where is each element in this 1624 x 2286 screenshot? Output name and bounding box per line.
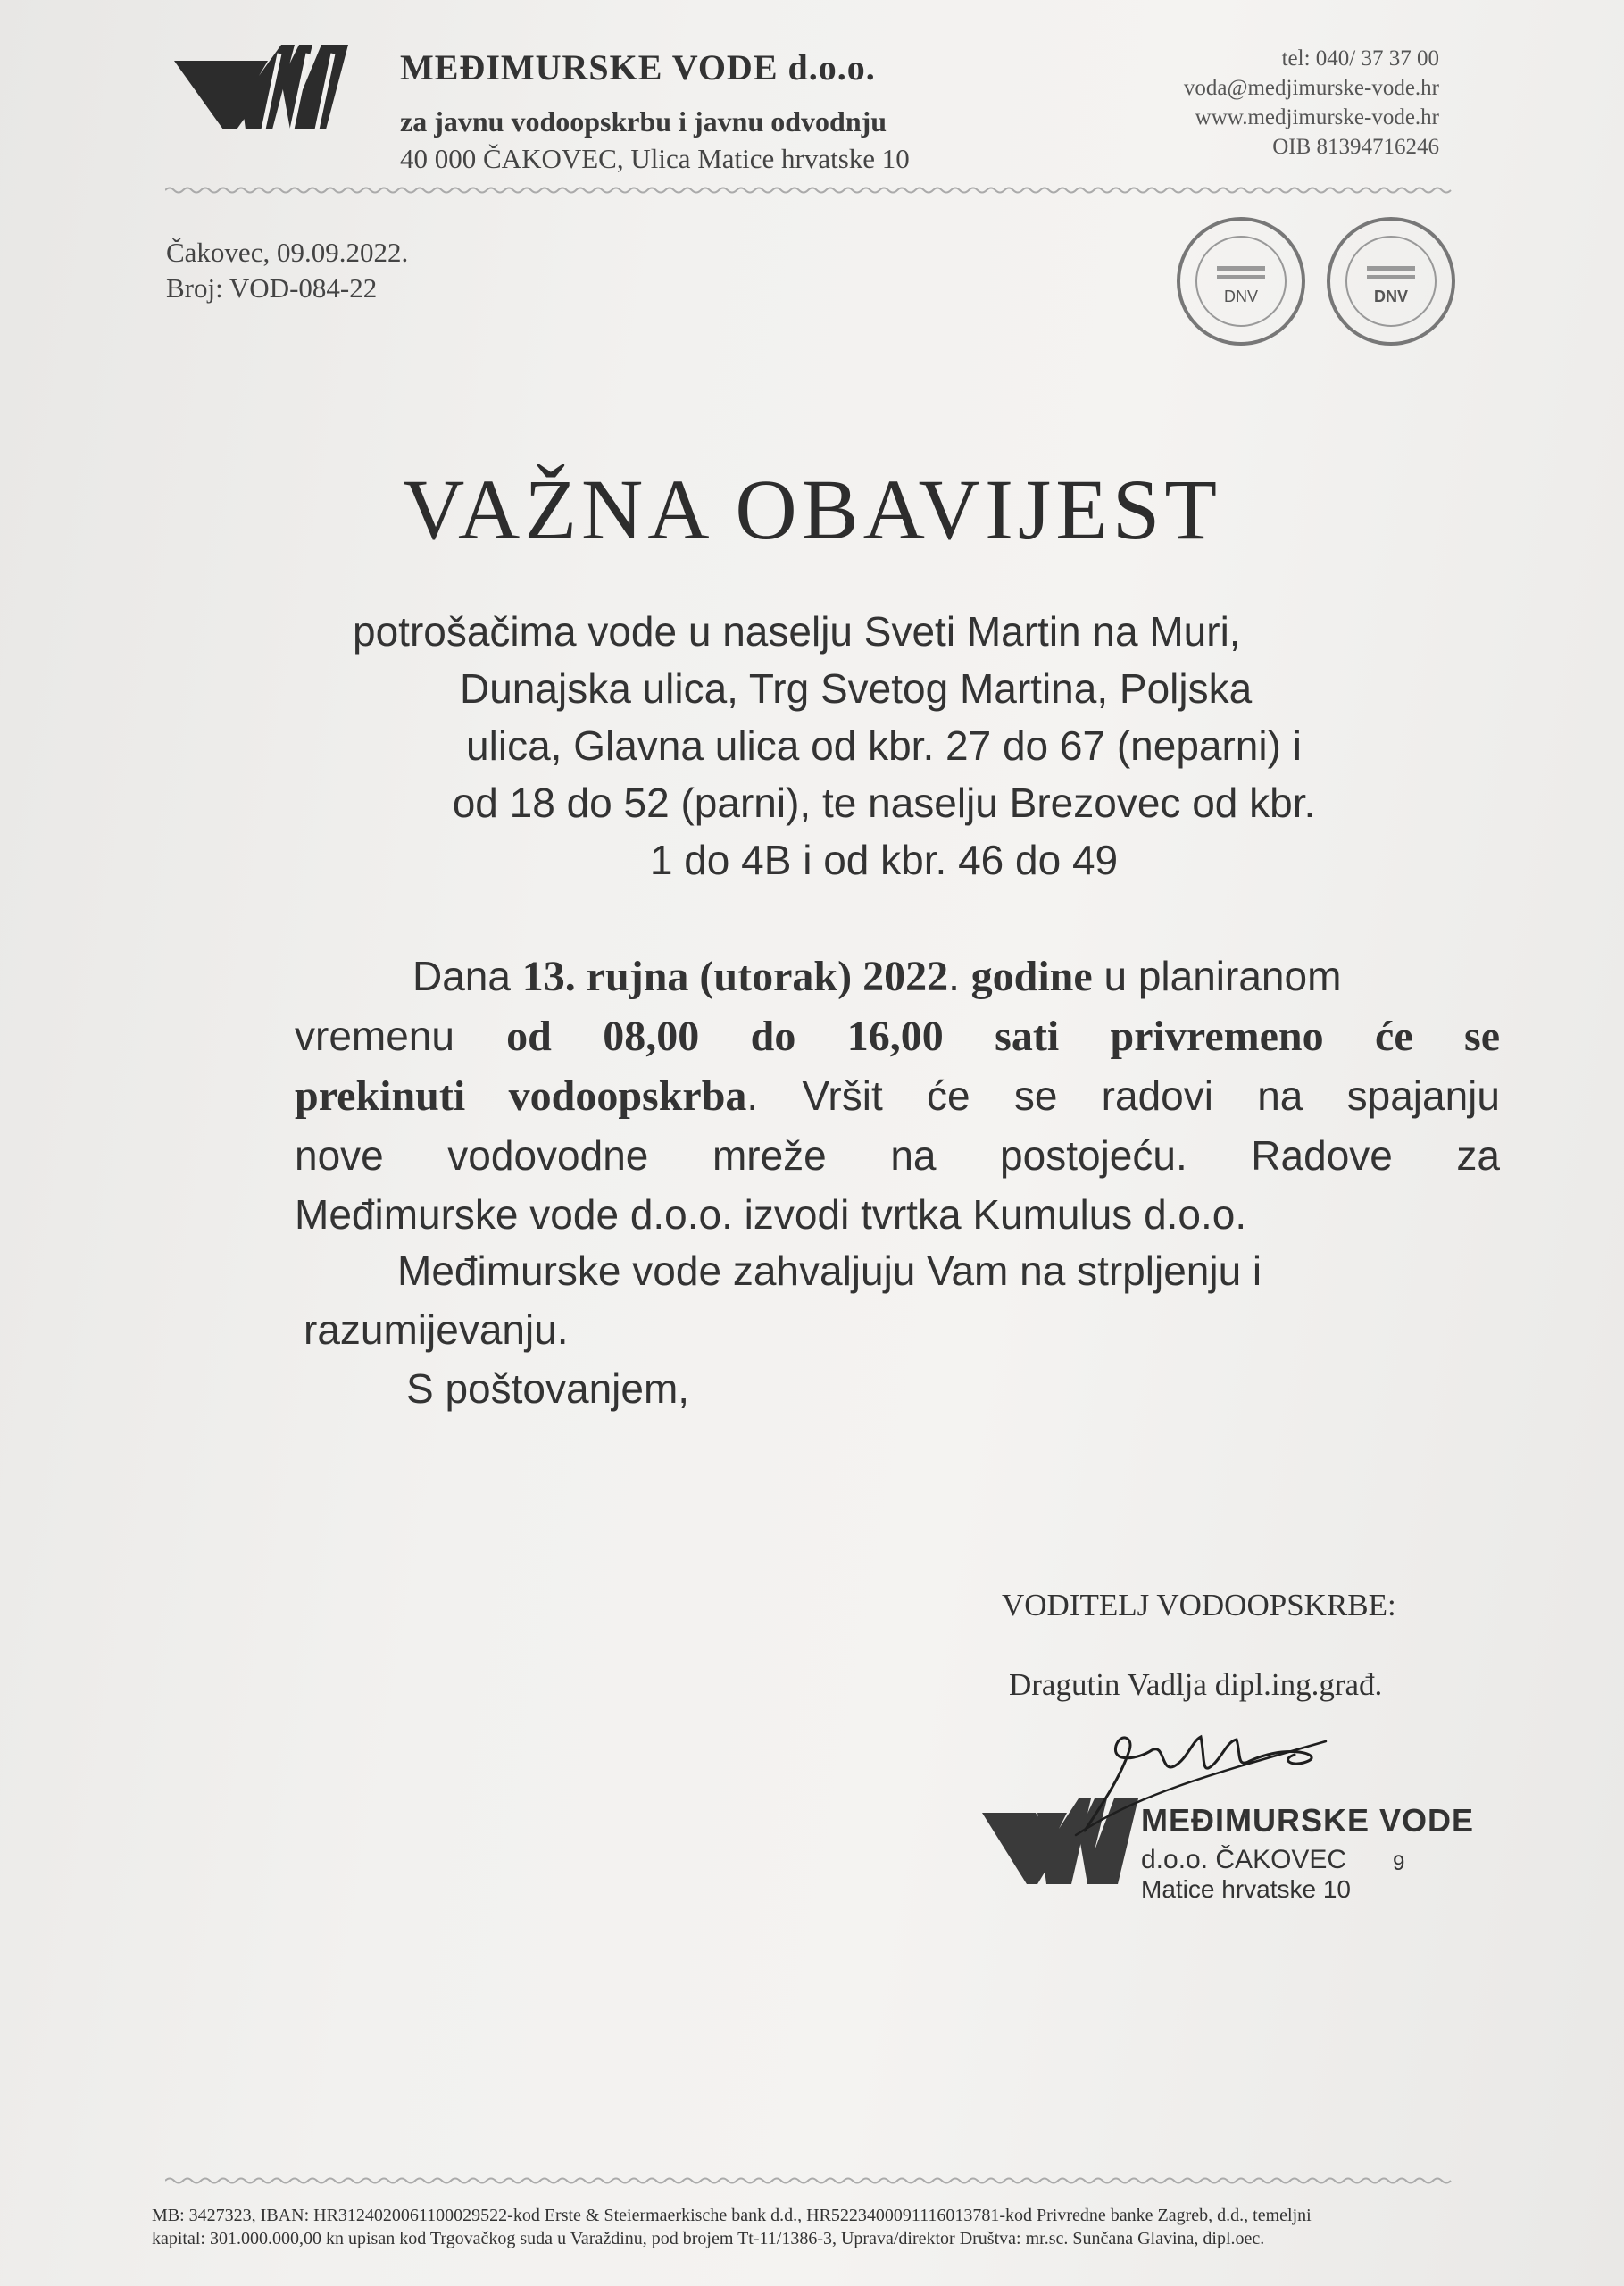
paragraph-line: Dana 13. rujna (utorak) 2022. godine u planiranom xyxy=(412,953,1342,1000)
recipients-line: ulica, Glavna ulica od kbr. 27 do 67 (neparni) i xyxy=(466,722,1302,769)
header-divider xyxy=(165,186,1455,195)
footer-line: MB: 3427323, IBAN: HR3124020061100029522-kod Erste & Steiermaerkische bank d.d., HR5223400091116013781-kod Privredne banke Zagreb, d.d., temeljni xyxy=(152,2206,1312,2225)
signatory-name: Dragutin Vadlja dipl.ing.građ. xyxy=(1009,1667,1383,1702)
contact-email: voda@medjimurske-vode.hr xyxy=(1183,76,1439,100)
notice-paragraph xyxy=(295,947,1500,1244)
handwritten-signature-icon xyxy=(1067,1723,1335,1840)
thanks-line: razumijevanju. xyxy=(304,1306,569,1353)
place-date: Čakovec, 09.09.2022. xyxy=(166,237,409,268)
recipients-line: Dunajska ulica, Trg Svetog Martina, Poljska xyxy=(460,665,1253,712)
thanks-line: Međimurske vode zahvaljuju Vam na strpljenju i xyxy=(397,1247,1262,1294)
paragraph-line: Međimurske vode d.o.o. izvodi tvrtka Kumulus d.o.o. xyxy=(295,1191,1247,1238)
legal-footer xyxy=(152,2204,1491,2250)
footer-divider xyxy=(165,2176,1455,2185)
company-subtitle: za javnu vodoopskrbu i javnu odvodnju xyxy=(400,105,887,138)
outage-date: 13. rujna (utorak) 2022 xyxy=(521,953,949,1000)
contact-website: www.medjimurske-vode.hr xyxy=(1195,105,1439,129)
dnv-certification-badge-icon xyxy=(1174,214,1308,348)
recipients-line: od 18 do 52 (parni), te naselju Brezovec od kbr. xyxy=(452,780,1316,826)
stamp-number: 9 xyxy=(1393,1851,1405,1875)
contact-phone: tel: 040/ 37 37 00 xyxy=(1281,46,1439,71)
outage-time: od 08,00 do 16,00 sati privremeno će se xyxy=(506,1013,1501,1060)
document-number: Broj: VOD-084-22 xyxy=(166,272,378,304)
recipients-line: potrošačima vode u naselju Sveti Martin na Muri, xyxy=(353,608,1241,655)
closing-regards: S poštovanjem, xyxy=(406,1365,690,1412)
recipients-line: 1 do 4B i od kbr. 46 do 49 xyxy=(649,837,1119,883)
footer-line: kapital: 301.000.000,00 kn upisan kod Trgovačkog suda u Varaždinu, pod brojem Tt-11/1386-3, Uprava/direktor Društva: mr.sc. Sunčana Glavina, dipl.oec. xyxy=(152,2229,1265,2248)
contact-oib: OIB 81394716246 xyxy=(1272,135,1439,159)
paragraph-line: prekinuti vodoopskrba. Vršit će se radovi na spajanju xyxy=(295,1072,1500,1120)
stamp-street: Matice hrvatske 10 xyxy=(1141,1875,1351,1903)
stamp-company-name: MEĐIMURSKE VODE xyxy=(1141,1802,1475,1839)
signatory-title: VODITELJ VODOOPSKRBE: xyxy=(1002,1588,1396,1623)
stamp-city: d.o.o. ČAKOVEC xyxy=(1141,1845,1347,1874)
paragraph-line: vremenu od 08,00 do 16,00 sati privremeno će se xyxy=(295,1013,1501,1060)
cert-label: DNV xyxy=(1373,288,1409,305)
recipients-block xyxy=(339,603,1428,889)
cert-label: DNV xyxy=(1223,288,1259,305)
paragraph-line: nove vodovodne mreže na postojeću. Radove za xyxy=(295,1132,1500,1179)
notice-title: VAŽNA OBAVIJEST xyxy=(403,462,1221,557)
company-logo-icon xyxy=(174,45,348,129)
dnv-certification-badge-icon xyxy=(1324,214,1458,348)
company-name: MEĐIMURSKE VODE d.o.o. xyxy=(400,47,876,88)
company-address: 40 000 ČAKOVEC, Ulica Matice hrvatske 10 xyxy=(400,143,910,174)
